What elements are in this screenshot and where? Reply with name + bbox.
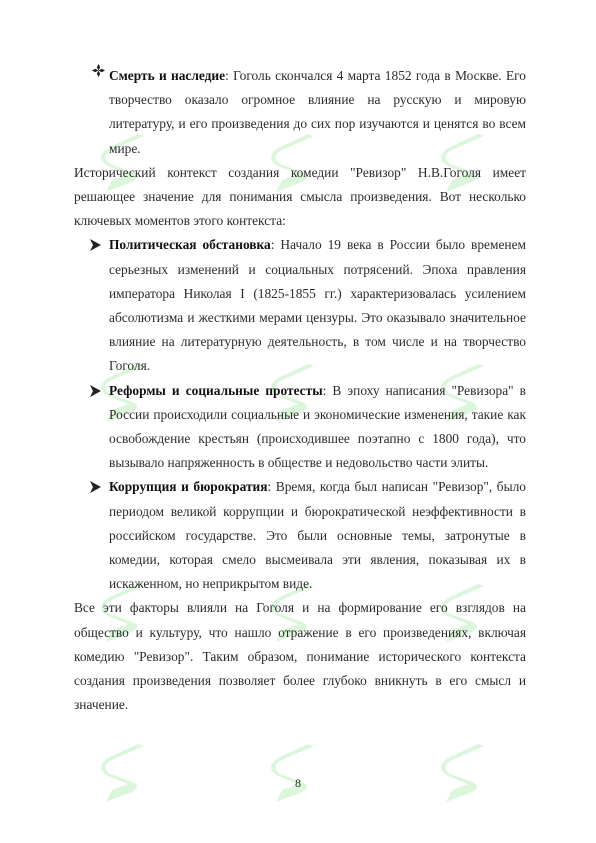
arrowhead-bullet-icon	[90, 379, 101, 397]
list-item-death-legacy	[74, 64, 526, 161]
arrowhead-bullet-icon	[90, 233, 101, 251]
item-title: Коррупция и бюрократия	[109, 479, 268, 495]
item-text: : Начало 19 века в России было временем серьезных изменений и социальных потрясений. Эпоха правления императора Николая I (1825-1855 гг.) характеризовалась усилением абсолютизма и жесткими мерами цензуры. Это оказывало значительное влияние на литературную деятельность, в том числе и на творчество Гоголя.	[109, 237, 526, 374]
watermark-logo-icon	[92, 738, 162, 808]
conclusion-paragraph: Все эти факторы влияли на Гоголя и на формирование его взглядов на общество и культуру, что нашло отражение в его произведениях, включая комедию "Ревизор". Таким образом, понимание исторического контекста создания произведения позволяет более глубоко вникнуть в его смысл и значение.	[74, 600, 526, 713]
page-number: 8	[295, 776, 301, 790]
item-text: : В эпоху написания "Ревизора" в России происходили социальные и экономические изменения, такие как освобождение крестьян (происходившее поэтапно с 1800 года), что вызывало напряженность в обществе и недовольство части элиты.	[109, 382, 526, 471]
intro-paragraph: Исторический контекст создания комедии "Ревизор" Н.В.Гоголя имеет решающее значение для понимания смысла произведения. Вот несколько ключевых моментов этого контекста:	[74, 164, 526, 229]
list-item-reforms	[74, 379, 526, 476]
item-title: Политическая обстановка	[109, 237, 271, 253]
item-title: Смерть и наследие	[109, 68, 226, 83]
list-item-corruption	[74, 475, 526, 596]
arrowhead-bullet-icon	[90, 475, 101, 493]
page-content	[74, 64, 526, 717]
watermark-logo-icon	[262, 738, 332, 808]
four-diamond-bullet-icon	[92, 64, 105, 77]
watermark-logo-icon	[432, 738, 502, 808]
list-item-political	[74, 233, 526, 378]
item-text: : Гоголь скончался 4 марта 1852 года в Москве. Его творчество оказало огромное влияние на русскую и мировую литературу, и его произведения до сих пор изучаются и ценятся во всем мире.	[109, 68, 527, 156]
item-text: : Время, когда был написан "Ревизор", было периодом великой коррупции и бюрократической неэффективности в российском государстве. Это были основные темы, затронутые в комедии, которая смело высмеивала эти явления, показывая их в искаженном, но неприкрытом виде.	[109, 479, 526, 592]
item-title: Реформы и социальные протесты	[109, 382, 323, 398]
